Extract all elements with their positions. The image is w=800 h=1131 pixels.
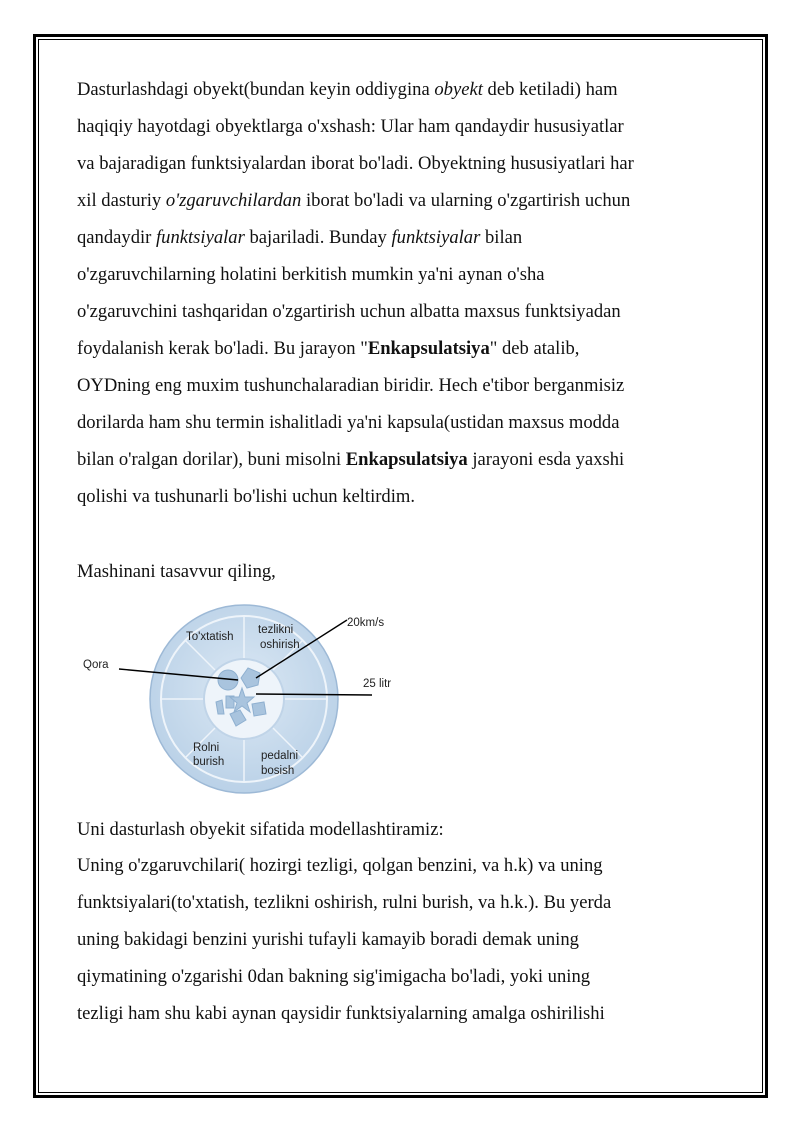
label-oshirish: oshirish	[260, 639, 300, 651]
text-line: va bajaradigan funktsiyalardan iborat bo'ladi. Obyektning hususiyatlari har	[77, 153, 634, 174]
term-encapsulation: Enkapsulatsiya	[345, 449, 468, 470]
text-line: uning bakidagi benzini yurishi tufayli kamayib boradi demak uning	[77, 929, 579, 950]
text-line: OYDning eng muxim tushunchalaradian biridir. Hech e'tibor berganmisiz	[77, 375, 625, 396]
label-bosish: bosish	[261, 765, 295, 777]
text-line: tezligi ham shu kabi aynan qaysidir funktsiyalarning amalga oshirilishi	[77, 1003, 605, 1024]
label-tezlikni: tezlikni	[258, 624, 294, 636]
text-line: funktsiyalari(to'xtatish, tezlikni oshirish, rulni burish, va h.k.). Bu yerda	[77, 892, 612, 913]
label-rolni: Rolni	[193, 742, 220, 754]
text-line: foydalanish kerak bo'ladi. Bu jarayon "Enkapsulatsiya" deb atalib,	[77, 338, 580, 359]
paragraph-intro	[77, 71, 737, 515]
text-line: qolishi va tushunarli bo'lishi uchun keltirdim.	[77, 486, 416, 507]
car-object-diagram	[80, 596, 400, 806]
term-encapsulation: Enkapsulatsiya	[367, 338, 490, 359]
label-toxtatish: To'xtatish	[186, 631, 234, 643]
text-line: xil dasturiy o'zgaruvchilardan iborat bo'ladi va ularning o'zgartirish uchun	[77, 190, 631, 211]
label-fuel: 25 litr	[363, 678, 392, 690]
paragraph-imagine: Mashinani tasavvur qiling,	[77, 561, 276, 582]
text-line: Uning o'zgaruvchilari( hozirgi tezligi, qolgan benzini, va h.k) va uning	[77, 855, 603, 876]
text-line: bilan o'ralgan dorilar), buni misolni Enkapsulatsiya jarayoni esda yaxshi	[77, 449, 625, 470]
text-line: dorilarda ham shu termin ishalitladi ya'ni kapsula(ustidan maxsus modda	[77, 412, 620, 433]
text-line: Dasturlashdagi obyekt(bundan keyin oddiygina obyekt deb ketiladi) ham	[77, 79, 618, 100]
text-line: qiymatining o'zgarishi 0dan bakning sig'imigacha bo'ladi, yoki uning	[77, 966, 591, 987]
paragraph-model	[77, 812, 737, 1032]
label-qora: Qora	[83, 659, 109, 671]
text-line: Uni dasturlash obyekit sifatida modellashtiramiz:	[77, 819, 444, 840]
text-line: o'zgaruvchilarning holatini berkitish mumkin ya'ni aynan o'sha	[77, 264, 545, 285]
text-line: qandaydir funktsiyalar bajariladi. Bunday funktsiyalar bilan	[77, 227, 523, 248]
label-pedalni: pedalni	[261, 750, 299, 762]
text-line: o'zgaruvchini tashqaridan o'zgartirish uchun albatta maxsus funktsiyadan	[77, 301, 621, 322]
label-speed: 20km/s	[347, 617, 385, 629]
text-line: haqiqiy hayotdagi obyektlarga o'xshash: Ular ham qandaydir hususiyatlar	[77, 116, 624, 137]
label-burish: burish	[193, 756, 225, 768]
diagram-svg	[80, 596, 400, 806]
